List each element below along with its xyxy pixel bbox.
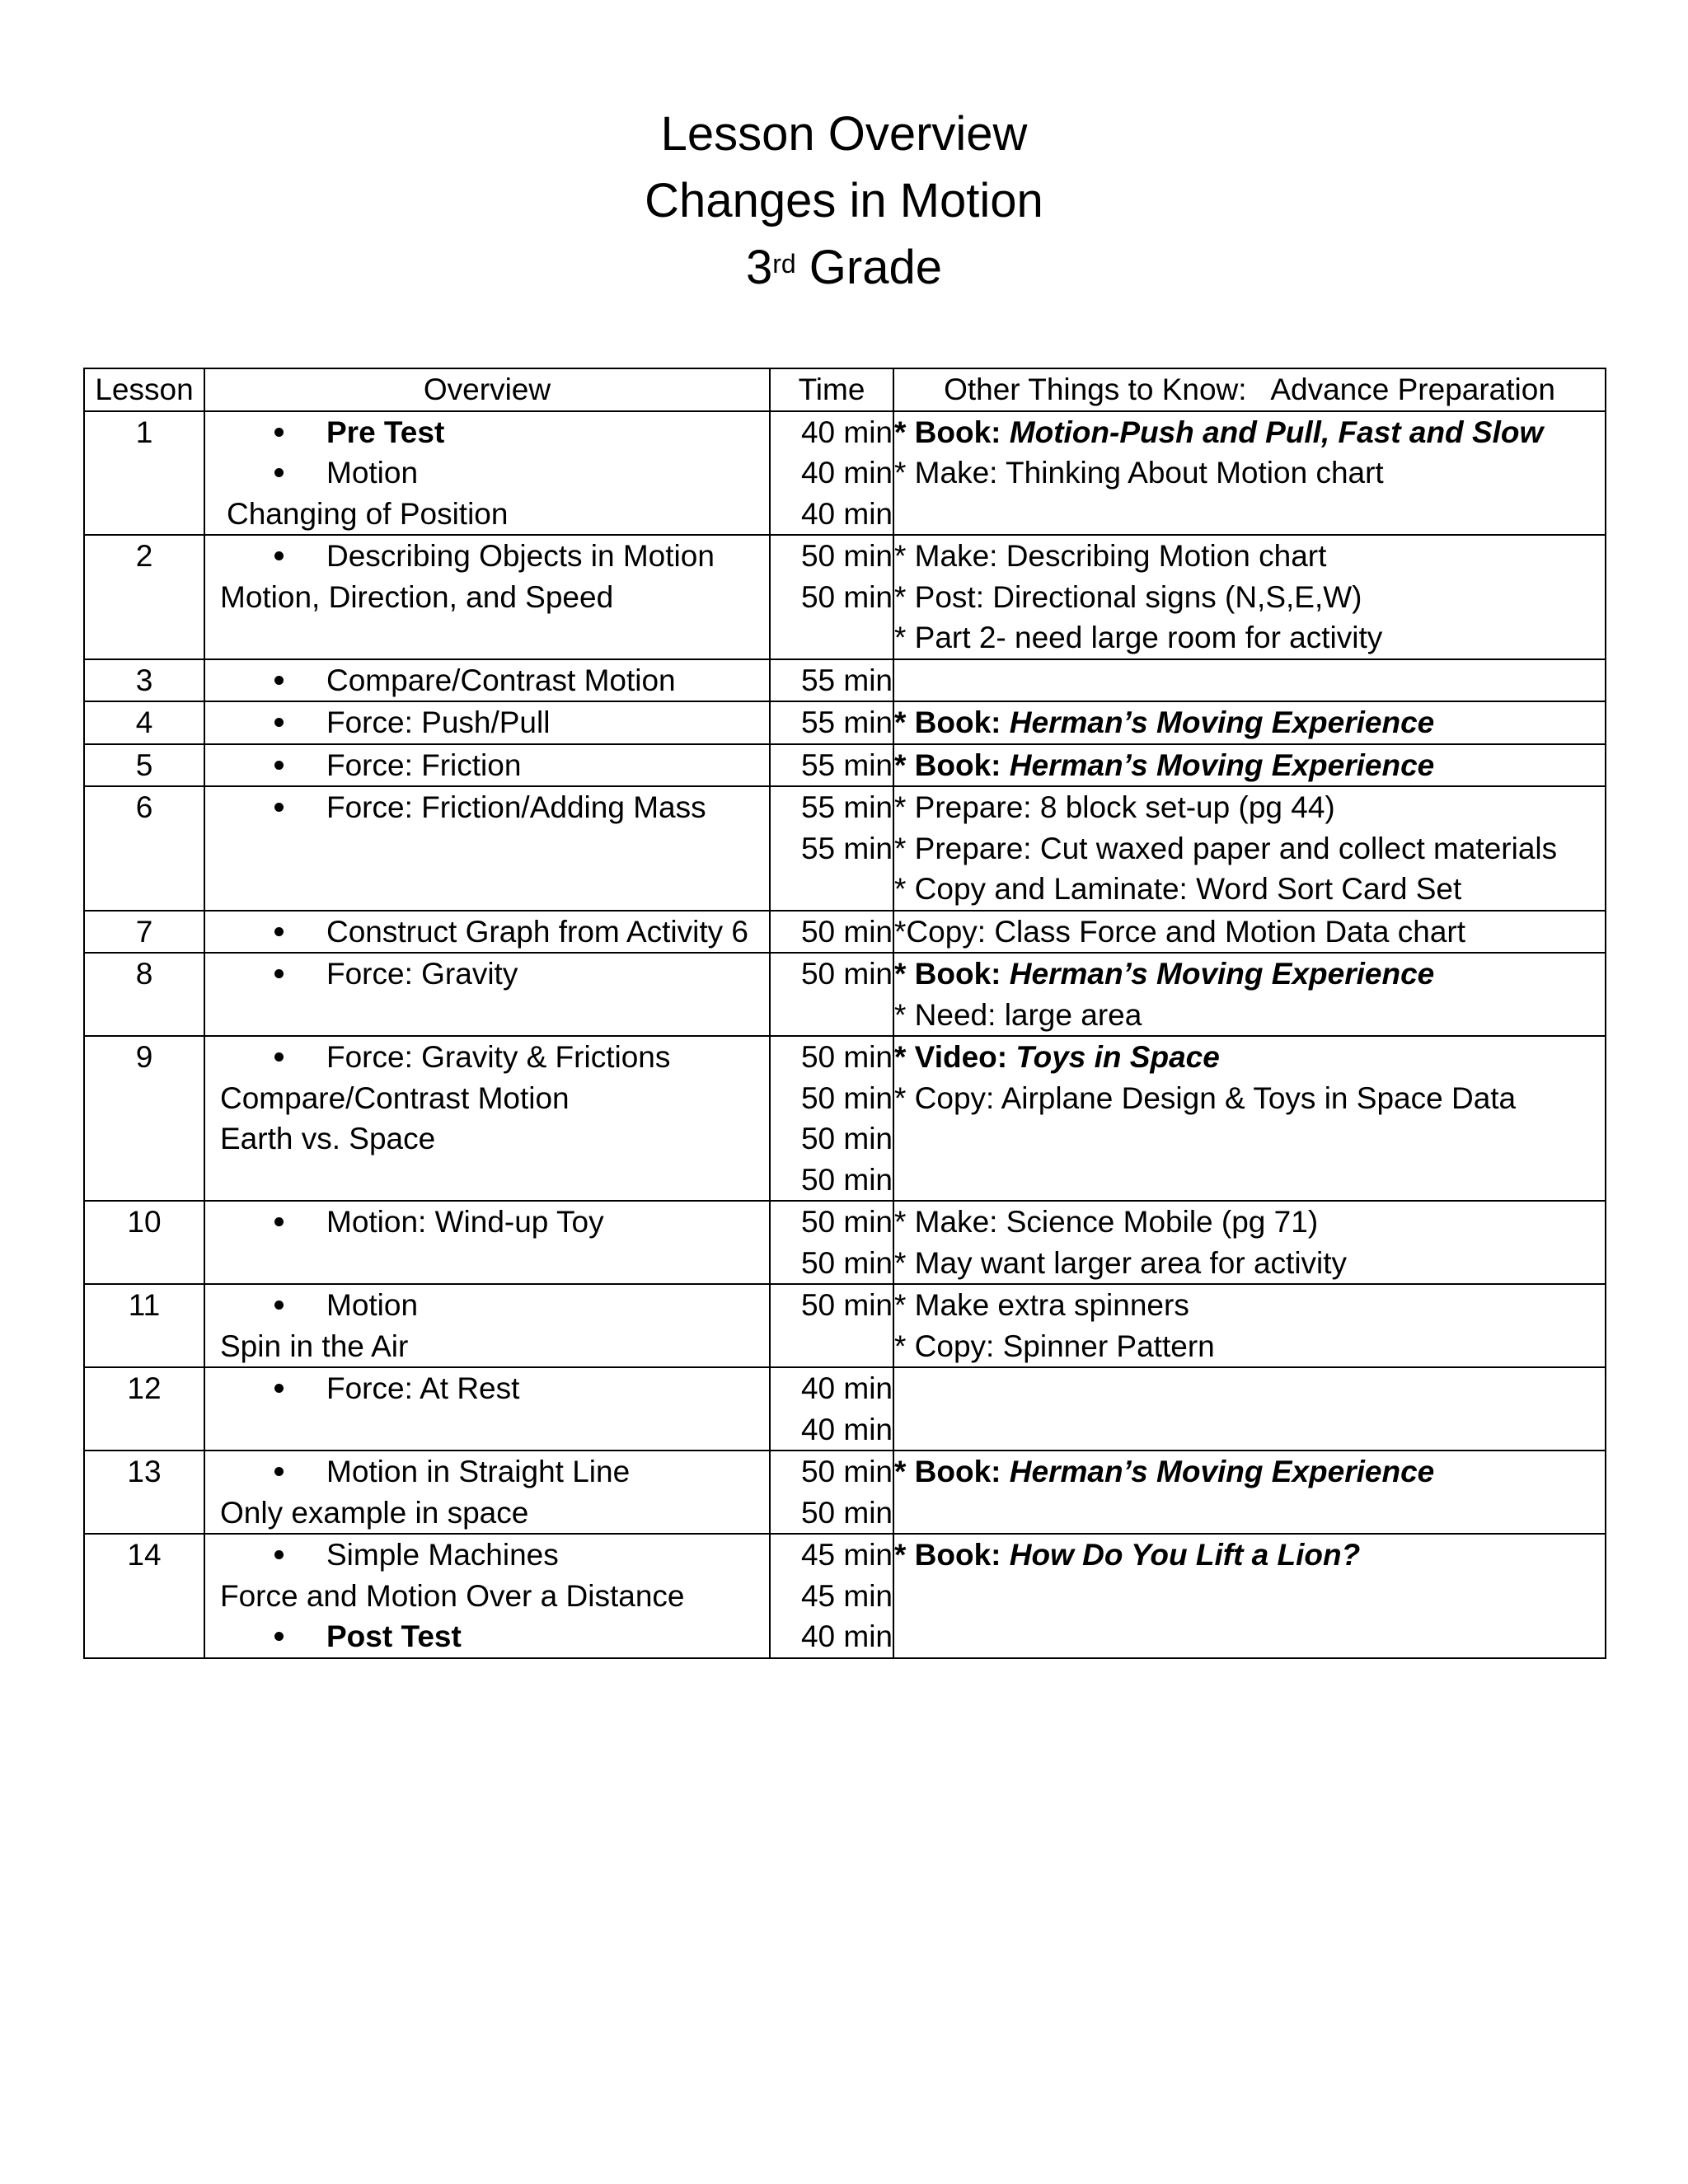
overview-text: Changing of Position bbox=[227, 496, 509, 531]
overview-cell bbox=[204, 744, 770, 787]
overview-cell bbox=[204, 1451, 770, 1534]
header-overview: Overview bbox=[204, 368, 770, 411]
notes-cell bbox=[893, 953, 1606, 1036]
time-value: 55 min bbox=[800, 663, 893, 697]
table-row bbox=[84, 659, 1606, 702]
bullet-icon bbox=[274, 1467, 284, 1476]
table-row bbox=[84, 786, 1606, 911]
note-text: * Part 2- need large room for activity bbox=[894, 621, 1383, 654]
note-line bbox=[894, 1451, 1605, 1493]
time-cell bbox=[770, 1036, 893, 1201]
bullet-icon bbox=[274, 1301, 284, 1310]
overview-text: Spin in the Air bbox=[220, 1329, 409, 1363]
overview-text: Motion, Direction, and Speed bbox=[220, 579, 614, 614]
overview-bullet-item bbox=[205, 412, 769, 453]
overview-bullet-text: Motion: Wind-up Toy bbox=[326, 1205, 604, 1239]
time-value: 40 min bbox=[800, 1619, 893, 1653]
notes-cell bbox=[893, 1367, 1606, 1451]
note-text: * Need: large area bbox=[894, 997, 1142, 1032]
note-line bbox=[894, 1326, 1605, 1367]
time-value: 45 min bbox=[800, 1578, 893, 1613]
lesson-number: 12 bbox=[84, 1367, 204, 1451]
table-body bbox=[84, 411, 1606, 1658]
overview-bullet-item bbox=[205, 1451, 769, 1493]
overview-bullet-item bbox=[205, 660, 769, 701]
note-line bbox=[894, 1535, 1605, 1576]
lesson-number: 3 bbox=[84, 659, 204, 702]
overview-bullet-item bbox=[205, 1202, 769, 1243]
note-text: * Copy: Airplane Design & Toys in Space Data bbox=[894, 1080, 1517, 1115]
time-value: 40 min bbox=[800, 1371, 893, 1405]
overview-bullet-text: Simple Machines bbox=[326, 1538, 559, 1572]
bullet-icon bbox=[274, 551, 284, 560]
table-row bbox=[84, 1036, 1606, 1201]
note-line bbox=[894, 912, 1605, 953]
overview-bullet-item bbox=[205, 1368, 769, 1409]
overview-cell bbox=[204, 701, 770, 744]
time-cell bbox=[770, 1367, 893, 1451]
lesson-number: 7 bbox=[84, 911, 204, 954]
time-cell bbox=[770, 744, 893, 787]
table-row bbox=[84, 744, 1606, 787]
notes-cell bbox=[893, 1451, 1606, 1534]
overview-cell bbox=[204, 1036, 770, 1201]
time-value: 55 min bbox=[800, 790, 893, 824]
overview-bullet-text: Motion in Straight Line bbox=[326, 1455, 631, 1488]
notes-cell bbox=[893, 786, 1606, 911]
overview-bullet-text: Force: Friction bbox=[326, 748, 522, 782]
overview-text: Compare/Contrast Motion bbox=[220, 1080, 570, 1115]
time-cell bbox=[770, 659, 893, 702]
table-row bbox=[84, 535, 1606, 659]
note-text: * May want larger area for activity bbox=[894, 1245, 1348, 1280]
table-row bbox=[84, 911, 1606, 954]
lesson-number: 8 bbox=[84, 953, 204, 1036]
lesson-number: 5 bbox=[84, 744, 204, 787]
time-value: 50 min bbox=[800, 1205, 893, 1239]
time-value: 50 min bbox=[800, 1080, 893, 1115]
notes-cell bbox=[893, 1284, 1606, 1367]
lesson-number: 6 bbox=[84, 786, 204, 911]
overview-bullet-item bbox=[205, 954, 769, 995]
overview-cell bbox=[204, 786, 770, 911]
header-lesson: Lesson bbox=[84, 368, 204, 411]
time-value: 50 min bbox=[800, 539, 893, 573]
time-cell bbox=[770, 953, 893, 1036]
notes-cell bbox=[893, 535, 1606, 659]
table-row bbox=[84, 1534, 1606, 1658]
note-text: * Book: bbox=[894, 1455, 1010, 1488]
overview-text: Force and Motion Over a Distance bbox=[220, 1578, 685, 1613]
time-cell bbox=[770, 535, 893, 659]
overview-bullet-text: Force: Friction/Adding Mass bbox=[326, 790, 706, 824]
note-text: * Make: Thinking About Motion chart bbox=[894, 456, 1384, 490]
note-text: * Copy and Laminate: Word Sort Card Set bbox=[894, 872, 1462, 906]
note-line bbox=[894, 452, 1605, 494]
time-value: 50 min bbox=[800, 1122, 893, 1155]
time-value: 55 min bbox=[800, 705, 893, 739]
notes-cell bbox=[893, 1201, 1606, 1284]
note-line bbox=[894, 1078, 1605, 1119]
lesson-number: 11 bbox=[84, 1284, 204, 1367]
bullet-icon bbox=[274, 1052, 284, 1062]
time-cell bbox=[770, 1201, 893, 1284]
lesson-number: 4 bbox=[84, 701, 204, 744]
note-line bbox=[894, 1037, 1605, 1078]
notes-cell bbox=[893, 1534, 1606, 1658]
document-title bbox=[0, 101, 1688, 301]
time-value: 50 min bbox=[800, 1245, 893, 1280]
time-value: 50 min bbox=[800, 1495, 893, 1530]
note-text: * Post: Directional signs (N,S,E,W) bbox=[894, 579, 1362, 614]
time-cell bbox=[770, 1534, 893, 1658]
time-value: 50 min bbox=[800, 1288, 893, 1322]
lesson-number: 1 bbox=[84, 411, 204, 536]
notes-cell bbox=[893, 701, 1606, 744]
note-line bbox=[894, 536, 1605, 577]
bullet-icon bbox=[274, 927, 284, 936]
header-notes: Other Things to Know: Advance Preparation bbox=[893, 368, 1606, 411]
time-cell bbox=[770, 786, 893, 911]
note-line bbox=[894, 869, 1605, 910]
note-text: * Copy: Spinner Pattern bbox=[894, 1329, 1215, 1363]
time-value: 50 min bbox=[800, 957, 893, 991]
overview-bullet-text: Construct Graph from Activity 6 bbox=[326, 914, 749, 949]
note-line bbox=[894, 828, 1605, 869]
overview-bullet-item bbox=[205, 1037, 769, 1078]
note-line bbox=[894, 702, 1605, 743]
overview-bullet-item bbox=[205, 536, 769, 577]
overview-bullet-item bbox=[205, 452, 769, 494]
note-text: * Make extra spinners bbox=[894, 1288, 1189, 1322]
time-value: 50 min bbox=[800, 1040, 893, 1074]
time-value: 40 min bbox=[800, 496, 893, 531]
note-text: *Copy: Class Force and Motion Data chart bbox=[894, 914, 1466, 949]
notes-cell bbox=[893, 411, 1606, 536]
overview-cell bbox=[204, 1367, 770, 1451]
lesson-number: 2 bbox=[84, 535, 204, 659]
bullet-icon bbox=[274, 1632, 284, 1641]
grade-word: Grade bbox=[795, 241, 943, 294]
table-header bbox=[84, 368, 1606, 411]
notes-cell bbox=[893, 1036, 1606, 1201]
overview-cell bbox=[204, 1284, 770, 1367]
time-value: 50 min bbox=[800, 1162, 893, 1197]
table-row bbox=[84, 411, 1606, 536]
time-cell bbox=[770, 911, 893, 954]
note-line bbox=[894, 787, 1605, 828]
notes-cell bbox=[893, 659, 1606, 702]
overview-bullet-item bbox=[205, 912, 769, 953]
overview-bullet-text: Post Test bbox=[326, 1619, 462, 1653]
note-line bbox=[894, 954, 1605, 995]
note-line bbox=[894, 1243, 1605, 1284]
overview-bullet-text: Motion bbox=[326, 1288, 419, 1322]
note-text: * Make: Describing Motion chart bbox=[894, 539, 1327, 573]
overview-bullet-text: Force: Gravity bbox=[326, 957, 518, 991]
overview-cell bbox=[204, 953, 770, 1036]
time-cell bbox=[770, 1284, 893, 1367]
bullet-icon bbox=[274, 676, 284, 685]
overview-text: Earth vs. Space bbox=[220, 1122, 436, 1155]
table-row bbox=[84, 1367, 1606, 1451]
note-text: * Book: bbox=[894, 415, 1010, 449]
note-text: * Book: bbox=[894, 1538, 1010, 1572]
overview-cell bbox=[204, 659, 770, 702]
bullet-icon bbox=[274, 1217, 284, 1226]
bullet-icon bbox=[274, 1384, 284, 1393]
time-value: 50 min bbox=[800, 914, 893, 949]
time-cell bbox=[770, 1451, 893, 1534]
note-line bbox=[894, 577, 1605, 618]
overview-bullet-text: Pre Test bbox=[326, 415, 445, 449]
time-value: 40 min bbox=[800, 1412, 893, 1446]
time-cell bbox=[770, 411, 893, 536]
bullet-icon bbox=[274, 1550, 284, 1559]
note-line bbox=[894, 1285, 1605, 1326]
lesson-number: 14 bbox=[84, 1534, 204, 1658]
note-text: Motion-Push and Pull, Fast and Slow bbox=[1009, 415, 1544, 449]
note-line bbox=[894, 617, 1605, 658]
bullet-icon bbox=[274, 428, 284, 437]
title-line-3 bbox=[0, 234, 1688, 301]
grade-ordinal-suffix: rd bbox=[772, 249, 796, 279]
overview-bullet-text: Force: Push/Pull bbox=[326, 705, 551, 739]
time-value: 45 min bbox=[800, 1538, 893, 1572]
table-row bbox=[84, 1201, 1606, 1284]
note-line bbox=[894, 1202, 1605, 1243]
header-row bbox=[84, 368, 1606, 411]
time-cell bbox=[770, 701, 893, 744]
overview-bullet-text: Describing Objects in Motion bbox=[326, 539, 715, 573]
note-text: * Prepare: Cut waxed paper and collect materials bbox=[894, 831, 1558, 865]
overview-bullet-text: Force: Gravity & Frictions bbox=[326, 1040, 671, 1074]
notes-cell bbox=[893, 911, 1606, 954]
bullet-icon bbox=[274, 468, 284, 477]
overview-bullet-item bbox=[205, 702, 769, 743]
title-line-1: Lesson Overview bbox=[660, 107, 1028, 161]
overview-bullet-text: Force: At Rest bbox=[326, 1371, 520, 1405]
note-text: * Book: bbox=[894, 748, 1010, 782]
note-text: * Video: bbox=[894, 1040, 1016, 1074]
lesson-overview-table bbox=[83, 368, 1606, 1659]
time-value: 55 min bbox=[800, 831, 893, 865]
time-value: 50 min bbox=[800, 579, 893, 614]
note-text: * Book: bbox=[894, 957, 1010, 991]
bullet-icon bbox=[274, 969, 284, 978]
title-line-2: Changes in Motion bbox=[645, 174, 1043, 227]
note-text: Herman’s Moving Experience bbox=[1009, 1455, 1435, 1488]
overview-cell bbox=[204, 911, 770, 954]
overview-cell bbox=[204, 1534, 770, 1658]
note-text: Herman’s Moving Experience bbox=[1009, 705, 1435, 739]
bullet-icon bbox=[274, 803, 284, 812]
grade-number: 3 bbox=[745, 241, 773, 294]
note-text: * Prepare: 8 block set-up (pg 44) bbox=[894, 790, 1335, 824]
overview-bullet-item bbox=[205, 1616, 769, 1657]
note-text: Herman’s Moving Experience bbox=[1009, 957, 1435, 991]
overview-cell bbox=[204, 411, 770, 536]
note-text: Toys in Space bbox=[1015, 1040, 1220, 1074]
lesson-number: 9 bbox=[84, 1036, 204, 1201]
bullet-icon bbox=[274, 718, 284, 727]
bullet-icon bbox=[274, 761, 284, 770]
lesson-number: 10 bbox=[84, 1201, 204, 1284]
overview-bullet-item bbox=[205, 787, 769, 828]
time-value: 55 min bbox=[800, 748, 893, 782]
time-value: 50 min bbox=[800, 1455, 893, 1488]
overview-bullet-item bbox=[205, 1285, 769, 1326]
overview-cell bbox=[204, 535, 770, 659]
time-value: 40 min bbox=[800, 415, 893, 449]
lesson-number: 13 bbox=[84, 1451, 204, 1534]
note-line bbox=[894, 995, 1605, 1036]
table-row bbox=[84, 1451, 1606, 1534]
overview-cell bbox=[204, 1201, 770, 1284]
note-text: How Do You Lift a Lion? bbox=[1009, 1538, 1361, 1572]
time-value: 40 min bbox=[800, 456, 893, 490]
table-row bbox=[84, 1284, 1606, 1367]
note-text: * Make: Science Mobile (pg 71) bbox=[894, 1205, 1319, 1239]
note-line bbox=[894, 412, 1605, 453]
note-text: Herman’s Moving Experience bbox=[1009, 748, 1435, 782]
table-row bbox=[84, 701, 1606, 744]
header-time: Time bbox=[770, 368, 893, 411]
overview-bullet-text: Motion bbox=[326, 456, 419, 490]
overview-bullet-text: Compare/Contrast Motion bbox=[326, 663, 676, 697]
note-text: * Book: bbox=[894, 705, 1010, 739]
overview-bullet-item bbox=[205, 1535, 769, 1576]
notes-cell bbox=[893, 744, 1606, 787]
overview-bullet-item bbox=[205, 745, 769, 786]
overview-text: Only example in space bbox=[220, 1495, 529, 1530]
note-line bbox=[894, 745, 1605, 786]
table-row bbox=[84, 953, 1606, 1036]
